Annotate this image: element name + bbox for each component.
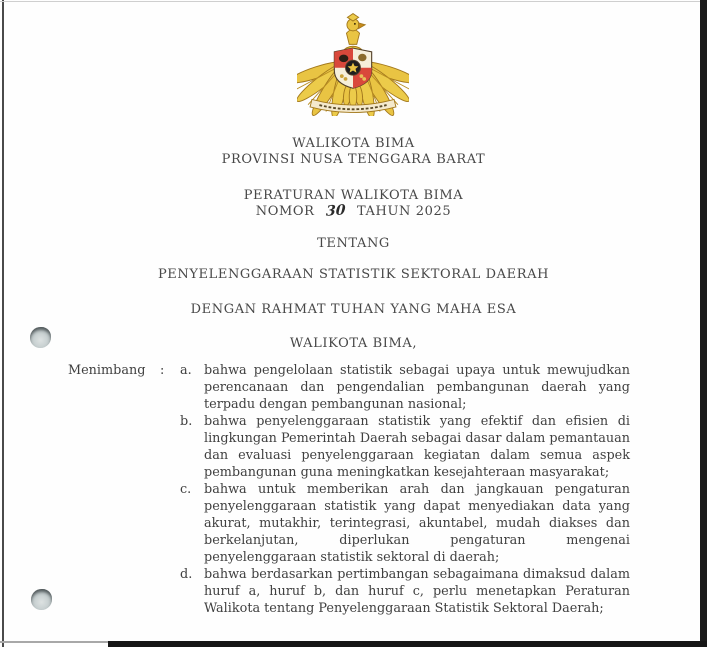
menimbang-label: Menimbang	[68, 363, 146, 378]
menimbang-colon: :	[160, 363, 165, 378]
consideration-letter: b.	[180, 414, 193, 429]
considerations-section	[68, 362, 630, 617]
consideration-text: bahwa pengelolaan statistik sebagai upaya untuk mewujudkan perencanaan dan pengendalian pembangunan daerah yang terpadu dengan pembangunan nasional;	[204, 363, 630, 412]
issuer-name: WALIKOTA BIMA,	[289, 336, 418, 351]
consideration-letter: c.	[180, 482, 192, 497]
consideration-item	[180, 566, 630, 617]
province-name: PROVINSI NUSA TENGGARA BARAT	[221, 152, 486, 167]
institution-name: WALIKOTA BIMA	[292, 136, 415, 151]
pancasila-shield	[334, 48, 371, 88]
scan-edge-top	[0, 1, 707, 2]
invocation-text: DENGAN RAHMAT TUHAN YANG MAHA ESA	[190, 302, 517, 317]
hole-punch-bottom	[31, 589, 52, 610]
nomor-suffix: TAHUN 2025	[356, 204, 452, 219]
hole-punch-top	[30, 327, 51, 348]
nomor-prefix: NOMOR	[255, 204, 315, 219]
scan-edge-right	[700, 0, 707, 647]
consideration-item	[180, 413, 630, 481]
tentang-label: TENTANG	[317, 236, 390, 251]
scan-edge-left	[2, 0, 4, 647]
consideration-text: bahwa untuk memberikan arah dan jangkauan pengaturan penyelenggaraan statistik yang dapat menyediakan data yang akurat, mutakhir, terintegrasi, akuntabel, mudah diakses dan berkelanjutan, diperlukan pengaturan mengenai penyelenggaraan statistik sektoral di daerah;	[204, 482, 630, 565]
consideration-text: bahwa penyelenggaraan statistik yang efektif dan efisien di lingkungan Pemerintah Daerah sebagai dasar dalam pemantauan dan evaluasi penyelenggaraan kegiatan dalam semua aspek pembangunan guna meningkatkan kesejahteraan masyarakat;	[204, 414, 630, 480]
garuda-emblem-icon	[297, 12, 409, 116]
scan-edge-bottom	[108, 641, 707, 647]
head	[346, 14, 365, 45]
considerations-list	[180, 362, 630, 617]
regulation-number-line	[60, 203, 647, 219]
consideration-text: bahwa berdasarkan pertimbangan sebagaimana dimaksud dalam huruf a, huruf b, dan huruf c, perlu menetapkan Peraturan Walikota tentang Penyelenggaraan Statistik Sektoral Daerah;	[204, 567, 630, 616]
nomor-value-handwritten: 30	[325, 202, 346, 220]
consideration-letter: d.	[180, 567, 193, 582]
consideration-item	[180, 481, 630, 566]
regulation-title: PERATURAN WALIKOTA BIMA	[243, 188, 464, 203]
regulation-subject: PENYELENGGARAAN STATISTIK SEKTORAL DAERAH	[157, 267, 550, 282]
consideration-letter: a.	[180, 363, 192, 378]
consideration-item	[180, 362, 630, 413]
